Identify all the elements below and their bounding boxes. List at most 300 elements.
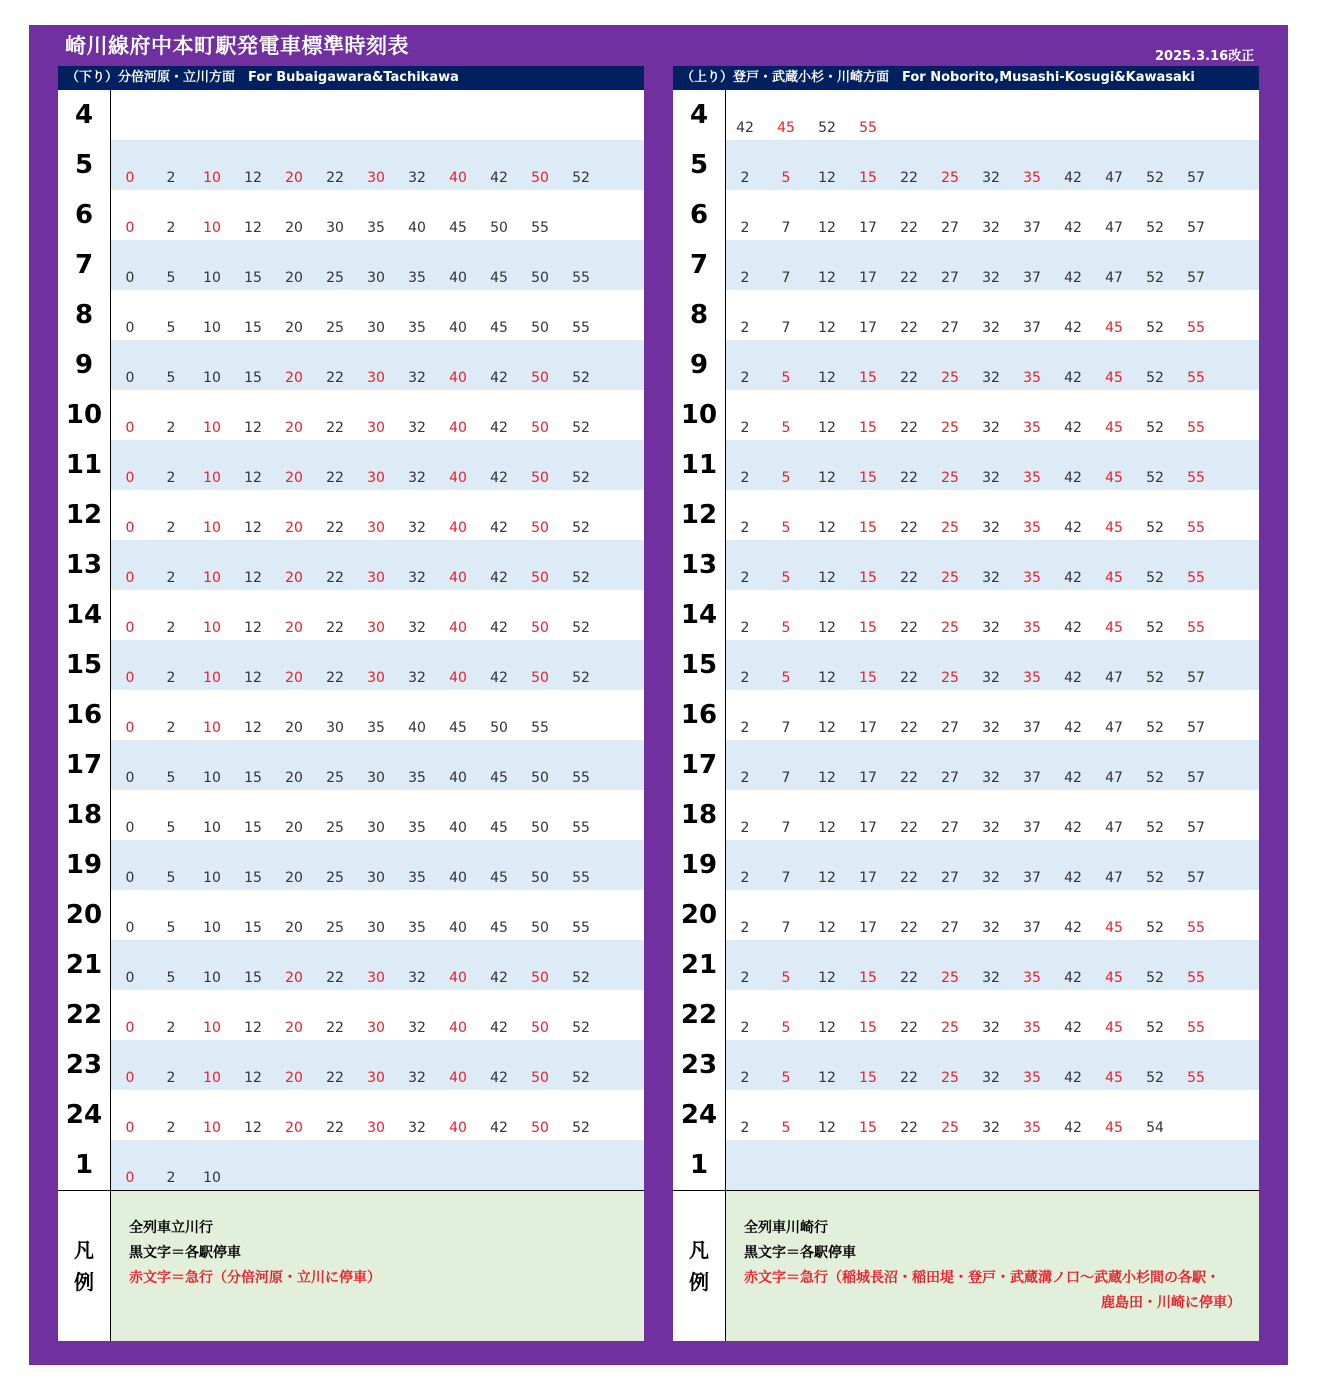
local-minute: 52 xyxy=(1146,620,1164,636)
local-minute: 52 xyxy=(572,520,590,536)
local-minute: 22 xyxy=(900,170,918,186)
hour-row xyxy=(673,1090,1259,1140)
local-minute: 32 xyxy=(982,270,1000,286)
local-minute: 42 xyxy=(490,570,508,586)
hour-label: 11 xyxy=(673,440,726,490)
local-minute: 27 xyxy=(941,920,959,936)
minutes-cell xyxy=(111,190,644,240)
hour-row xyxy=(58,590,644,640)
local-minute: 57 xyxy=(1187,870,1205,886)
express-minute: 15 xyxy=(859,520,877,536)
hour-row xyxy=(58,240,644,290)
local-minute: 25 xyxy=(326,770,344,786)
local-minute: 40 xyxy=(449,270,467,286)
local-minute: 22 xyxy=(900,620,918,636)
local-minute: 42 xyxy=(490,1070,508,1086)
local-minute: 10 xyxy=(203,370,221,386)
local-minute: 17 xyxy=(859,920,877,936)
express-minute: 0 xyxy=(125,220,135,236)
express-minute: 35 xyxy=(1023,470,1041,486)
local-minute: 5 xyxy=(166,820,176,836)
express-minute: 45 xyxy=(1105,370,1123,386)
minutes-cell xyxy=(111,640,644,690)
minutes-cell xyxy=(111,840,644,890)
local-minute: 22 xyxy=(900,1120,918,1136)
minutes-cell xyxy=(726,140,1259,190)
down-header: （下り）分倍河原・立川方面 For Bubaigawara&Tachikawa xyxy=(58,66,644,90)
local-minute: 12 xyxy=(818,420,836,436)
local-minute: 52 xyxy=(1146,470,1164,486)
local-minute: 52 xyxy=(1146,270,1164,286)
local-minute: 45 xyxy=(490,270,508,286)
local-minute: 17 xyxy=(859,220,877,236)
hour-label: 8 xyxy=(673,290,726,340)
hour-row xyxy=(673,890,1259,940)
local-minute: 12 xyxy=(244,1120,262,1136)
express-minute: 30 xyxy=(367,670,385,686)
local-minute: 37 xyxy=(1023,320,1041,336)
hour-label: 12 xyxy=(58,490,111,540)
hour-row xyxy=(58,640,644,690)
express-minute: 10 xyxy=(203,570,221,586)
local-minute: 52 xyxy=(1146,570,1164,586)
hour-label: 15 xyxy=(58,640,111,690)
minutes-cell xyxy=(726,790,1259,840)
local-minute: 32 xyxy=(408,970,426,986)
express-minute: 35 xyxy=(1023,1120,1041,1136)
local-minute: 22 xyxy=(900,870,918,886)
local-minute: 32 xyxy=(982,570,1000,586)
local-minute: 32 xyxy=(982,320,1000,336)
express-minute: 20 xyxy=(285,1120,303,1136)
local-minute: 0 xyxy=(125,320,135,336)
local-minute: 50 xyxy=(531,770,549,786)
local-minute: 40 xyxy=(449,320,467,336)
express-minute: 35 xyxy=(1023,1020,1041,1036)
local-minute: 37 xyxy=(1023,720,1041,736)
local-minute: 17 xyxy=(859,270,877,286)
express-minute: 55 xyxy=(1187,1020,1205,1036)
minutes-cell xyxy=(726,940,1259,990)
local-minute: 25 xyxy=(326,870,344,886)
express-minute: 55 xyxy=(1187,420,1205,436)
local-minute: 55 xyxy=(531,220,549,236)
local-minute: 2 xyxy=(166,420,176,436)
local-minute: 22 xyxy=(326,1070,344,1086)
local-minute: 10 xyxy=(203,970,221,986)
express-minute: 10 xyxy=(203,1120,221,1136)
hour-label: 4 xyxy=(58,90,111,140)
local-minute: 0 xyxy=(125,970,135,986)
local-minute: 52 xyxy=(1146,770,1164,786)
express-minute: 5 xyxy=(781,1120,791,1136)
local-minute: 2 xyxy=(740,170,750,186)
express-minute: 45 xyxy=(1105,1120,1123,1136)
express-minute: 45 xyxy=(1105,470,1123,486)
hour-label: 5 xyxy=(673,140,726,190)
express-minute: 25 xyxy=(941,570,959,586)
local-minute: 22 xyxy=(900,520,918,536)
local-minute: 55 xyxy=(531,720,549,736)
express-minute: 20 xyxy=(285,1070,303,1086)
express-minute: 45 xyxy=(1105,420,1123,436)
local-minute: 12 xyxy=(244,570,262,586)
hour-row xyxy=(673,390,1259,440)
hour-label: 18 xyxy=(673,790,726,840)
local-minute: 25 xyxy=(326,920,344,936)
local-minute: 55 xyxy=(572,920,590,936)
hour-label: 1 xyxy=(673,1140,726,1190)
local-minute: 5 xyxy=(166,920,176,936)
express-minute: 5 xyxy=(781,170,791,186)
hour-row xyxy=(673,290,1259,340)
minutes-cell xyxy=(726,1090,1259,1140)
local-minute: 17 xyxy=(859,720,877,736)
local-minute: 35 xyxy=(408,870,426,886)
local-minute: 42 xyxy=(1064,420,1082,436)
local-minute: 32 xyxy=(408,370,426,386)
hour-label: 23 xyxy=(58,1040,111,1090)
hour-label: 7 xyxy=(58,240,111,290)
local-minute: 12 xyxy=(818,670,836,686)
local-minute: 32 xyxy=(408,1070,426,1086)
express-minute: 10 xyxy=(203,220,221,236)
local-minute: 27 xyxy=(941,770,959,786)
local-minute: 32 xyxy=(982,1020,1000,1036)
hour-label: 9 xyxy=(673,340,726,390)
local-minute: 42 xyxy=(490,1120,508,1136)
express-minute: 25 xyxy=(941,1020,959,1036)
local-minute: 2 xyxy=(166,170,176,186)
express-minute: 20 xyxy=(285,570,303,586)
revision-date: 2025.3.16改正 xyxy=(1155,49,1255,64)
local-minute: 40 xyxy=(449,770,467,786)
local-minute: 52 xyxy=(572,1020,590,1036)
express-minute: 35 xyxy=(1023,1070,1041,1086)
minutes-cell xyxy=(726,1140,1259,1190)
minutes-cell xyxy=(726,240,1259,290)
local-minute: 52 xyxy=(1146,420,1164,436)
hour-label: 21 xyxy=(58,940,111,990)
minutes-cell xyxy=(726,540,1259,590)
minutes-cell xyxy=(726,190,1259,240)
minutes-cell xyxy=(111,240,644,290)
local-minute: 12 xyxy=(244,620,262,636)
express-minute: 55 xyxy=(1187,470,1205,486)
express-minute: 50 xyxy=(531,1070,549,1086)
local-minute: 42 xyxy=(1064,270,1082,286)
local-minute: 47 xyxy=(1105,770,1123,786)
legend-body xyxy=(726,1191,1259,1341)
local-minute: 52 xyxy=(1146,520,1164,536)
local-minute: 42 xyxy=(1064,820,1082,836)
local-minute: 22 xyxy=(900,1070,918,1086)
minutes-cell xyxy=(726,690,1259,740)
local-minute: 30 xyxy=(326,220,344,236)
express-minute: 35 xyxy=(1023,170,1041,186)
local-minute: 22 xyxy=(326,470,344,486)
local-minute: 2 xyxy=(740,620,750,636)
minutes-cell xyxy=(726,390,1259,440)
minutes-cell xyxy=(111,1090,644,1140)
up-timetable xyxy=(673,66,1259,1341)
local-minute: 30 xyxy=(367,270,385,286)
local-minute: 12 xyxy=(244,720,262,736)
minutes-cell xyxy=(111,890,644,940)
express-minute: 0 xyxy=(125,570,135,586)
legend-body xyxy=(111,1191,644,1341)
local-minute: 45 xyxy=(490,870,508,886)
hour-label: 9 xyxy=(58,340,111,390)
local-minute: 12 xyxy=(244,470,262,486)
local-minute: 52 xyxy=(1146,970,1164,986)
express-minute: 0 xyxy=(125,1020,135,1036)
minutes-cell xyxy=(726,840,1259,890)
local-minute: 12 xyxy=(244,670,262,686)
local-minute: 57 xyxy=(1187,670,1205,686)
hour-label: 12 xyxy=(673,490,726,540)
local-minute: 12 xyxy=(818,520,836,536)
express-minute: 25 xyxy=(941,970,959,986)
hour-label: 13 xyxy=(673,540,726,590)
local-minute: 12 xyxy=(818,570,836,586)
local-minute: 42 xyxy=(1064,170,1082,186)
express-minute: 20 xyxy=(285,370,303,386)
express-minute: 0 xyxy=(125,1070,135,1086)
local-minute: 10 xyxy=(203,820,221,836)
local-minute: 0 xyxy=(125,870,135,886)
local-minute: 55 xyxy=(572,870,590,886)
hour-label: 18 xyxy=(58,790,111,840)
local-minute: 37 xyxy=(1023,270,1041,286)
express-minute: 15 xyxy=(859,170,877,186)
local-minute: 42 xyxy=(1064,720,1082,736)
local-minute: 12 xyxy=(818,870,836,886)
local-minute: 7 xyxy=(781,270,791,286)
local-minute: 42 xyxy=(1064,470,1082,486)
local-minute: 32 xyxy=(982,470,1000,486)
hour-row xyxy=(673,240,1259,290)
express-minute: 10 xyxy=(203,470,221,486)
minutes-cell xyxy=(111,790,644,840)
hour-row xyxy=(58,1040,644,1090)
local-minute: 30 xyxy=(367,320,385,336)
local-minute: 32 xyxy=(408,620,426,636)
local-minute: 32 xyxy=(982,220,1000,236)
page-title: 崎川線府中本町駅発電車標準時刻表 xyxy=(65,34,409,58)
minutes-cell xyxy=(726,290,1259,340)
hour-row xyxy=(673,140,1259,190)
local-minute: 42 xyxy=(490,520,508,536)
local-minute: 15 xyxy=(244,870,262,886)
local-minute: 2 xyxy=(740,570,750,586)
legend-label xyxy=(673,1191,726,1341)
express-minute: 30 xyxy=(367,1020,385,1036)
up-legend xyxy=(673,1190,1259,1341)
local-minute: 5 xyxy=(166,270,176,286)
local-minute: 40 xyxy=(449,820,467,836)
express-minute: 15 xyxy=(859,570,877,586)
down-timetable xyxy=(58,66,644,1341)
local-minute: 15 xyxy=(244,920,262,936)
local-minute: 42 xyxy=(1064,370,1082,386)
express-minute: 5 xyxy=(781,970,791,986)
local-minute: 20 xyxy=(285,820,303,836)
hour-row xyxy=(58,140,644,190)
minutes-cell xyxy=(111,90,644,140)
hour-row xyxy=(58,390,644,440)
local-minute: 22 xyxy=(900,320,918,336)
local-minute: 50 xyxy=(531,870,549,886)
hour-label: 8 xyxy=(58,290,111,340)
local-minute: 52 xyxy=(1146,320,1164,336)
express-minute: 50 xyxy=(531,170,549,186)
local-minute: 50 xyxy=(531,920,549,936)
local-minute: 22 xyxy=(900,970,918,986)
hour-row xyxy=(673,490,1259,540)
minutes-cell xyxy=(726,890,1259,940)
express-minute: 35 xyxy=(1023,670,1041,686)
local-minute: 2 xyxy=(166,620,176,636)
minutes-cell xyxy=(111,1040,644,1090)
local-minute: 15 xyxy=(244,270,262,286)
local-minute: 37 xyxy=(1023,870,1041,886)
local-minute: 2 xyxy=(166,520,176,536)
minutes-cell xyxy=(726,490,1259,540)
local-minute: 22 xyxy=(326,570,344,586)
express-minute: 30 xyxy=(367,370,385,386)
express-minute: 40 xyxy=(449,970,467,986)
express-minute: 45 xyxy=(1105,320,1123,336)
hour-row xyxy=(58,740,644,790)
local-minute: 7 xyxy=(781,720,791,736)
hour-row xyxy=(58,840,644,890)
down-legend xyxy=(58,1190,644,1341)
local-minute: 50 xyxy=(490,720,508,736)
local-minute: 45 xyxy=(490,320,508,336)
express-minute: 15 xyxy=(859,970,877,986)
local-minute: 32 xyxy=(408,1120,426,1136)
local-minute: 37 xyxy=(1023,220,1041,236)
local-minute: 12 xyxy=(818,1020,836,1036)
local-minute: 22 xyxy=(900,920,918,936)
hour-row xyxy=(58,1090,644,1140)
express-minute: 15 xyxy=(859,1020,877,1036)
local-minute: 10 xyxy=(203,770,221,786)
local-minute: 2 xyxy=(740,320,750,336)
hour-row xyxy=(673,540,1259,590)
local-minute: 32 xyxy=(408,470,426,486)
local-minute: 22 xyxy=(900,720,918,736)
local-minute: 2 xyxy=(740,270,750,286)
local-minute: 12 xyxy=(244,220,262,236)
hour-label: 17 xyxy=(673,740,726,790)
local-minute: 2 xyxy=(166,570,176,586)
local-minute: 20 xyxy=(285,320,303,336)
express-minute: 30 xyxy=(367,170,385,186)
local-minute: 2 xyxy=(740,670,750,686)
express-minute: 15 xyxy=(859,470,877,486)
express-minute: 10 xyxy=(203,720,221,736)
legend-label xyxy=(58,1191,111,1341)
local-minute: 47 xyxy=(1105,820,1123,836)
hour-label: 6 xyxy=(673,190,726,240)
express-minute: 20 xyxy=(285,470,303,486)
local-minute: 54 xyxy=(1146,1120,1164,1136)
express-minute: 10 xyxy=(203,1070,221,1086)
local-minute: 2 xyxy=(740,220,750,236)
local-minute: 20 xyxy=(285,220,303,236)
hour-row xyxy=(58,690,644,740)
hour-label: 14 xyxy=(58,590,111,640)
express-minute: 45 xyxy=(777,120,795,136)
hour-label: 11 xyxy=(58,440,111,490)
local-minute: 12 xyxy=(818,270,836,286)
local-minute: 2 xyxy=(740,970,750,986)
legend-line: 全列車立川行 xyxy=(129,1220,213,1236)
local-minute: 35 xyxy=(408,920,426,936)
local-minute: 22 xyxy=(900,470,918,486)
local-minute: 32 xyxy=(982,720,1000,736)
local-minute: 20 xyxy=(285,270,303,286)
express-minute: 40 xyxy=(449,420,467,436)
express-minute: 15 xyxy=(859,1120,877,1136)
local-minute: 17 xyxy=(859,770,877,786)
express-minute: 55 xyxy=(1187,370,1205,386)
express-minute: 0 xyxy=(125,620,135,636)
local-minute: 40 xyxy=(408,220,426,236)
express-minute: 40 xyxy=(449,520,467,536)
express-minute: 20 xyxy=(285,670,303,686)
express-minute: 25 xyxy=(941,1070,959,1086)
express-minute: 5 xyxy=(781,370,791,386)
local-minute: 22 xyxy=(326,620,344,636)
hour-row xyxy=(58,940,644,990)
hour-label: 4 xyxy=(673,90,726,140)
local-minute: 2 xyxy=(166,220,176,236)
express-minute: 55 xyxy=(1187,1070,1205,1086)
express-minute: 55 xyxy=(1187,620,1205,636)
express-minute: 55 xyxy=(859,120,877,136)
hour-label: 17 xyxy=(58,740,111,790)
local-minute: 22 xyxy=(326,370,344,386)
express-minute: 40 xyxy=(449,620,467,636)
local-minute: 42 xyxy=(1064,670,1082,686)
local-minute: 10 xyxy=(203,1170,221,1186)
local-minute: 15 xyxy=(244,820,262,836)
express-minute: 40 xyxy=(449,670,467,686)
hour-row xyxy=(58,540,644,590)
legend-line: 赤文字＝急行（稲城長沼・稲田堤・登戸・武蔵溝ノ口～武蔵小杉間の各駅・ xyxy=(744,1270,1220,1286)
local-minute: 7 xyxy=(781,220,791,236)
express-minute: 35 xyxy=(1023,520,1041,536)
express-minute: 30 xyxy=(367,1070,385,1086)
express-minute: 25 xyxy=(941,470,959,486)
local-minute: 20 xyxy=(285,870,303,886)
express-minute: 20 xyxy=(285,1020,303,1036)
local-minute: 45 xyxy=(490,770,508,786)
express-minute: 5 xyxy=(781,520,791,536)
express-minute: 45 xyxy=(1105,620,1123,636)
local-minute: 20 xyxy=(285,770,303,786)
express-minute: 45 xyxy=(1105,1020,1123,1036)
express-minute: 45 xyxy=(1105,570,1123,586)
local-minute: 27 xyxy=(941,270,959,286)
express-minute: 35 xyxy=(1023,370,1041,386)
minutes-cell xyxy=(726,590,1259,640)
local-minute: 2 xyxy=(740,870,750,886)
local-minute: 0 xyxy=(125,270,135,286)
